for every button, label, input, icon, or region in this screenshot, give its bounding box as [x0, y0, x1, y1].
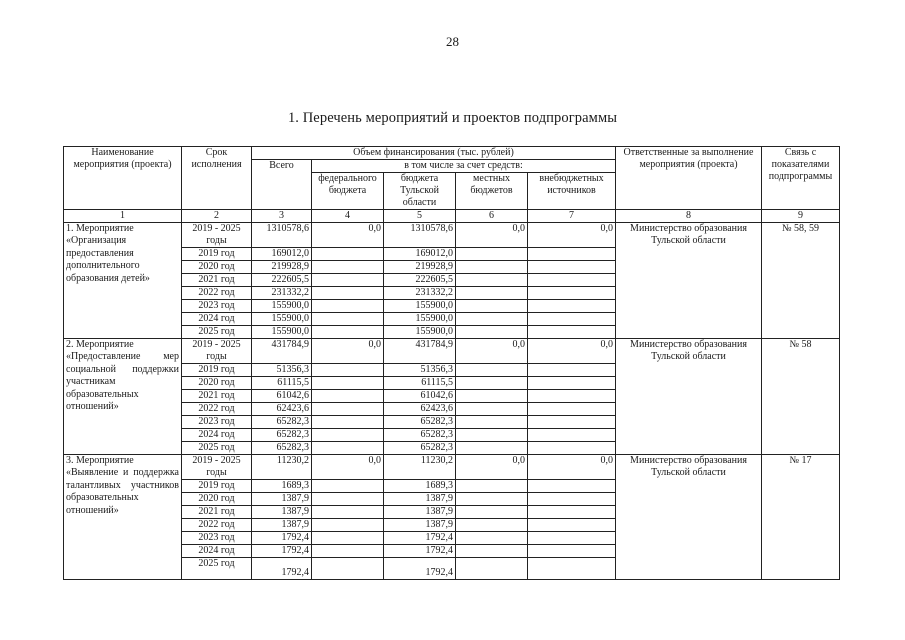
year-extra: [528, 442, 616, 455]
year-label: 2023 год: [182, 416, 252, 429]
year-federal: [312, 326, 384, 339]
year-federal: [312, 506, 384, 519]
year-federal: [312, 480, 384, 493]
header-extra: внебюджетных источников: [528, 173, 616, 210]
measure-regional: 1310578,6: [384, 223, 456, 248]
year-federal: [312, 532, 384, 545]
year-label: 2021 год: [182, 390, 252, 403]
measure-name: [64, 339, 182, 455]
year-extra: [528, 429, 616, 442]
year-local: [456, 429, 528, 442]
year-federal: [312, 416, 384, 429]
year-label: 2025 год: [182, 442, 252, 455]
measure-regional: 431784,9: [384, 339, 456, 364]
measure-link: № 58: [762, 339, 840, 455]
year-regional: 1387,9: [384, 519, 456, 532]
header-name: Наименование мероприятия (проекта): [64, 147, 182, 210]
header-federal: федерального бюджета: [312, 173, 384, 210]
year-total: 51356,3: [252, 364, 312, 377]
year-total: 231332,2: [252, 287, 312, 300]
year-total: 62423,6: [252, 403, 312, 416]
year-federal: [312, 519, 384, 532]
year-extra: [528, 480, 616, 493]
year-extra: [528, 493, 616, 506]
year-label: 2023 год: [182, 300, 252, 313]
year-regional: 155900,0: [384, 326, 456, 339]
measure-row: [64, 339, 840, 364]
year-label: 2020 год: [182, 261, 252, 274]
year-local: [456, 377, 528, 390]
year-regional: 1792,4: [384, 558, 456, 580]
measure-federal: 0,0: [312, 455, 384, 480]
year-federal: [312, 429, 384, 442]
year-total: 61042,6: [252, 390, 312, 403]
measure-responsible: Министерство образования Тульской области: [616, 455, 762, 580]
measure-row: [64, 455, 840, 480]
year-total: 65282,3: [252, 429, 312, 442]
year-extra: [528, 545, 616, 558]
year-regional: 1792,4: [384, 532, 456, 545]
measure-total: 11230,2: [252, 455, 312, 480]
year-regional: 65282,3: [384, 442, 456, 455]
year-label: 2022 год: [182, 287, 252, 300]
year-regional: 1387,9: [384, 506, 456, 519]
year-label: 2022 год: [182, 519, 252, 532]
year-local: [456, 287, 528, 300]
year-local: [456, 480, 528, 493]
year-label: 2024 год: [182, 313, 252, 326]
measure-period: 2019 - 2025 годы: [182, 339, 252, 364]
column-number: 6: [456, 210, 528, 223]
year-federal: [312, 300, 384, 313]
year-federal: [312, 403, 384, 416]
year-federal: [312, 287, 384, 300]
header-sources: в том числе за счет средств:: [312, 160, 616, 173]
year-local: [456, 261, 528, 274]
year-total: 65282,3: [252, 442, 312, 455]
year-federal: [312, 545, 384, 558]
year-total: 155900,0: [252, 326, 312, 339]
year-federal: [312, 261, 384, 274]
measure-name-first: 3. Мероприятие: [66, 455, 134, 466]
year-extra: [528, 558, 616, 580]
column-numbers-row: [64, 210, 840, 223]
year-extra: [528, 519, 616, 532]
year-federal: [312, 377, 384, 390]
year-local: [456, 274, 528, 287]
year-total: 155900,0: [252, 300, 312, 313]
year-local: [456, 364, 528, 377]
measure-name-rest: «Организация предоставления дополнительного образования детей»: [66, 235, 150, 284]
measure-row: [64, 223, 840, 248]
measure-link: № 17: [762, 455, 840, 580]
measure-total: 1310578,6: [252, 223, 312, 248]
year-total: 1792,4: [252, 558, 312, 580]
year-federal: [312, 313, 384, 326]
header-finance: Объем финансирования (тыс. рублей): [252, 147, 616, 160]
measure-name-rest: «Выявление и поддержка талантливых участников образовательных отношений»: [66, 467, 179, 516]
header-total: Всего: [252, 160, 312, 210]
year-federal: [312, 248, 384, 261]
column-number: 8: [616, 210, 762, 223]
header-responsible: Ответственные за выполнение мероприятия (проекта): [616, 147, 762, 210]
year-regional: 169012,0: [384, 248, 456, 261]
measure-name: [64, 223, 182, 339]
year-extra: [528, 390, 616, 403]
year-label: 2024 год: [182, 545, 252, 558]
page-title: 1. Перечень мероприятий и проектов подпрограммы: [287, 110, 618, 126]
year-label: 2021 год: [182, 506, 252, 519]
year-regional: 155900,0: [384, 300, 456, 313]
measures-table: [63, 146, 840, 580]
year-federal: [312, 493, 384, 506]
measure-name-rest: «Предоставление мер социальной поддержки участникам образовательных отношений»: [66, 351, 179, 413]
year-local: [456, 248, 528, 261]
year-local: [456, 506, 528, 519]
measure-local: 0,0: [456, 455, 528, 480]
year-federal: [312, 364, 384, 377]
year-regional: 231332,2: [384, 287, 456, 300]
year-local: [456, 326, 528, 339]
year-local: [456, 416, 528, 429]
year-total: 61115,5: [252, 377, 312, 390]
header-period: Срок исполнения: [182, 147, 252, 210]
year-local: [456, 403, 528, 416]
measure-regional: 11230,2: [384, 455, 456, 480]
year-local: [456, 519, 528, 532]
column-number: 2: [182, 210, 252, 223]
year-local: [456, 493, 528, 506]
year-regional: 1689,3: [384, 480, 456, 493]
year-total: 1387,9: [252, 519, 312, 532]
year-extra: [528, 248, 616, 261]
measure-period: 2019 - 2025 годы: [182, 223, 252, 248]
measure-federal: 0,0: [312, 339, 384, 364]
year-extra: [528, 506, 616, 519]
column-number: 3: [252, 210, 312, 223]
column-number: 5: [384, 210, 456, 223]
page-number: 28: [446, 34, 459, 49]
year-label: 2022 год: [182, 403, 252, 416]
year-regional: 155900,0: [384, 313, 456, 326]
year-federal: [312, 558, 384, 580]
year-local: [456, 558, 528, 580]
year-label: 2019 год: [182, 480, 252, 493]
header-local: местных бюджетов: [456, 173, 528, 210]
measure-federal: 0,0: [312, 223, 384, 248]
year-extra: [528, 287, 616, 300]
year-total: 169012,0: [252, 248, 312, 261]
year-extra: [528, 403, 616, 416]
year-regional: 222605,5: [384, 274, 456, 287]
year-total: 1689,3: [252, 480, 312, 493]
measure-responsible: Министерство образования Тульской области: [616, 223, 762, 339]
column-number: 1: [64, 210, 182, 223]
year-regional: 65282,3: [384, 416, 456, 429]
year-label: 2019 год: [182, 364, 252, 377]
year-label: 2020 год: [182, 493, 252, 506]
measure-name-first: 1. Мероприятие: [66, 223, 134, 234]
measure-extra: 0,0: [528, 223, 616, 248]
year-local: [456, 300, 528, 313]
column-number: 7: [528, 210, 616, 223]
year-regional: 1387,9: [384, 493, 456, 506]
year-extra: [528, 326, 616, 339]
column-number: 4: [312, 210, 384, 223]
year-label: 2023 год: [182, 532, 252, 545]
year-extra: [528, 313, 616, 326]
year-extra: [528, 364, 616, 377]
year-regional: 61042,6: [384, 390, 456, 403]
year-label: 2025 год: [182, 326, 252, 339]
year-extra: [528, 274, 616, 287]
year-local: [456, 442, 528, 455]
year-total: 1387,9: [252, 506, 312, 519]
year-regional: 62423,6: [384, 403, 456, 416]
year-extra: [528, 261, 616, 274]
year-total: 1792,4: [252, 532, 312, 545]
year-label: 2020 год: [182, 377, 252, 390]
year-regional: 65282,3: [384, 429, 456, 442]
header-regional: бюджета Тульской области: [384, 173, 456, 210]
year-regional: 1792,4: [384, 545, 456, 558]
year-regional: 219928,9: [384, 261, 456, 274]
measure-local: 0,0: [456, 339, 528, 364]
year-total: 1792,4: [252, 545, 312, 558]
year-label: 2024 год: [182, 429, 252, 442]
measure-name-first: 2. Мероприятие: [66, 339, 134, 350]
column-number: 9: [762, 210, 840, 223]
measure-extra: 0,0: [528, 455, 616, 480]
measure-extra: 0,0: [528, 339, 616, 364]
measure-name: [64, 455, 182, 580]
measure-link: № 58, 59: [762, 223, 840, 339]
year-local: [456, 390, 528, 403]
year-federal: [312, 274, 384, 287]
measure-local: 0,0: [456, 223, 528, 248]
year-label: 2025 год: [182, 558, 252, 580]
year-label: 2021 год: [182, 274, 252, 287]
year-total: 155900,0: [252, 313, 312, 326]
year-regional: 61115,5: [384, 377, 456, 390]
year-local: [456, 313, 528, 326]
year-extra: [528, 377, 616, 390]
year-total: 65282,3: [252, 416, 312, 429]
year-extra: [528, 300, 616, 313]
year-regional: 51356,3: [384, 364, 456, 377]
year-local: [456, 532, 528, 545]
year-extra: [528, 532, 616, 545]
year-federal: [312, 442, 384, 455]
year-federal: [312, 390, 384, 403]
header-link: Связь с показателями подпрограммы: [762, 147, 840, 210]
year-extra: [528, 416, 616, 429]
measure-total: 431784,9: [252, 339, 312, 364]
year-total: 219928,9: [252, 261, 312, 274]
year-total: 222605,5: [252, 274, 312, 287]
year-label: 2019 год: [182, 248, 252, 261]
year-total: 1387,9: [252, 493, 312, 506]
measure-responsible: Министерство образования Тульской области: [616, 339, 762, 455]
year-local: [456, 545, 528, 558]
measure-period: 2019 - 2025 годы: [182, 455, 252, 480]
